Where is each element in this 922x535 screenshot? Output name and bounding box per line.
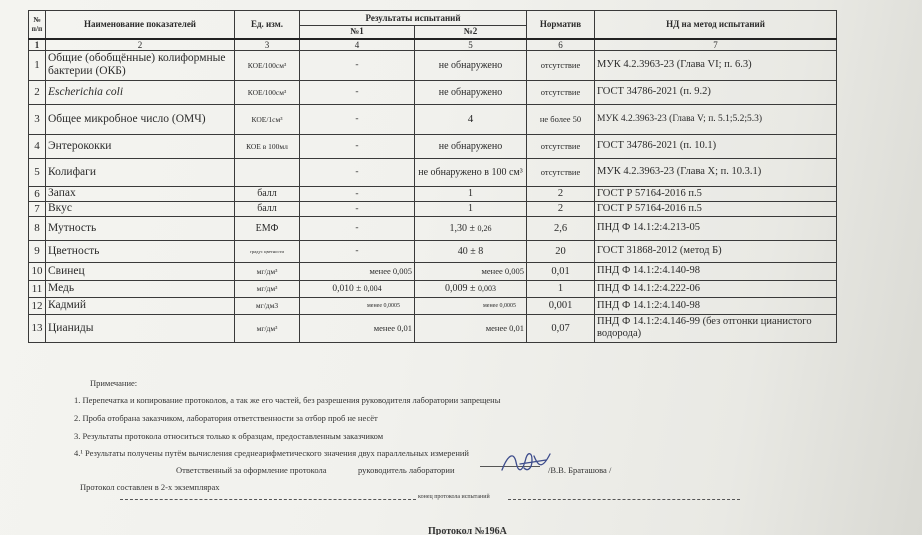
unit: балл bbox=[235, 201, 300, 216]
indicator-name: Мутность bbox=[46, 216, 235, 240]
method: ПНД Ф 14.1:2:4.222-06 bbox=[595, 280, 837, 297]
plus-minus-sign: ± bbox=[469, 222, 475, 234]
table-row bbox=[29, 280, 837, 297]
unit: мг/дм³ bbox=[235, 314, 300, 342]
row-number: 8 bbox=[29, 216, 46, 240]
norm: отсутствие bbox=[527, 50, 595, 80]
result-1-value: 0,010 bbox=[332, 283, 354, 294]
result-2-error: 0,003 bbox=[478, 284, 496, 293]
results-table bbox=[28, 10, 837, 343]
row-number: 2 bbox=[29, 80, 46, 104]
indicator-name: Медь bbox=[46, 280, 235, 297]
result-1: менее 0,0005 bbox=[300, 297, 415, 314]
column-number: 4 bbox=[300, 39, 415, 51]
table-row bbox=[29, 297, 837, 314]
norm: 2 bbox=[527, 186, 595, 201]
plus-minus-sign: ± bbox=[470, 245, 476, 257]
row-number: 11 bbox=[29, 280, 46, 297]
norm: не более 50 bbox=[527, 104, 595, 134]
norm: 2,6 bbox=[527, 216, 595, 240]
table-row bbox=[29, 314, 837, 342]
result-2: менее 0,01 bbox=[415, 314, 527, 342]
result-2 bbox=[415, 280, 527, 297]
header-r2: №2 bbox=[415, 26, 527, 39]
indicator-name: Общие (обобщённые) колиформные бактерии (ОКБ) bbox=[46, 50, 235, 80]
signature-name: /В.В. Браташова / bbox=[548, 465, 612, 475]
indicator-name: Цветность bbox=[46, 240, 235, 262]
column-number: 5 bbox=[415, 39, 527, 51]
notes-title: Примечание: bbox=[90, 378, 138, 388]
row-number: 4 bbox=[29, 134, 46, 158]
result-1: - bbox=[300, 158, 415, 186]
method: МУК 4.2.3963-23 (Глава X; п. 10.3.1) bbox=[595, 158, 837, 186]
result-2 bbox=[415, 216, 527, 240]
result-2: не обнаружено bbox=[415, 80, 527, 104]
result-2-value: 1,30 bbox=[449, 222, 467, 234]
row-number: 12 bbox=[29, 297, 46, 314]
indicator-name: Вкус bbox=[46, 201, 235, 216]
indicator-name: Запах bbox=[46, 186, 235, 201]
note-3: 3. Результаты протокола относиться только к образцам, предоставленным заказчиком bbox=[74, 431, 384, 441]
norm: отсутствие bbox=[527, 134, 595, 158]
result-2: 1 bbox=[415, 186, 527, 201]
header-norm: Норматив bbox=[527, 11, 595, 39]
column-number: 6 bbox=[527, 39, 595, 51]
row-number: 9 bbox=[29, 240, 46, 262]
method: ПНД Ф 14.1:2:4.146-99 (без отгонки цианистого водорода) bbox=[595, 314, 837, 342]
method: ГОСТ 34786-2021 (п. 9.2) bbox=[595, 80, 837, 104]
header-unit: Ед. изм. bbox=[235, 11, 300, 39]
plus-minus-sign: ± bbox=[356, 283, 362, 294]
next-protocol-number: Протокол №196А bbox=[428, 526, 507, 535]
result-1: менее 0,01 bbox=[300, 314, 415, 342]
norm: 0,001 bbox=[527, 297, 595, 314]
norm: 0,01 bbox=[527, 262, 595, 280]
row-number: 10 bbox=[29, 262, 46, 280]
table-row bbox=[29, 134, 837, 158]
result-1: - bbox=[300, 240, 415, 262]
table-row bbox=[29, 50, 837, 80]
unit bbox=[235, 158, 300, 186]
unit: КОЕ/1см³ bbox=[235, 104, 300, 134]
indicator-name: Цианиды bbox=[46, 314, 235, 342]
note-2: 2. Проба отобрана заказчиком, лаборатория ответственности за отбор проб не несёт bbox=[74, 413, 378, 423]
row-number: 13 bbox=[29, 314, 46, 342]
result-1: - bbox=[300, 201, 415, 216]
table-row bbox=[29, 201, 837, 216]
row-number: 6 bbox=[29, 186, 46, 201]
column-number: 2 bbox=[46, 39, 235, 51]
result-2: 4 bbox=[415, 104, 527, 134]
unit: мг/дм³ bbox=[235, 280, 300, 297]
method: МУК 4.2.3963-23 (Глава V; п. 5.1;5.2;5.3) bbox=[595, 104, 837, 134]
column-number: 1 bbox=[29, 39, 46, 51]
result-1: - bbox=[300, 80, 415, 104]
note-1: 1. Перепечатка и копирование протоколов, а так же его частей, без разрешения руководителя лаборатории запрещены bbox=[74, 395, 501, 405]
column-number: 7 bbox=[595, 39, 837, 51]
result-2: не обнаружено bbox=[415, 134, 527, 158]
signature-role: руководитель лаборатории bbox=[358, 465, 455, 475]
unit: КОЕ/100см³ bbox=[235, 50, 300, 80]
method: ПНД Ф 14.1:2:4.140-98 bbox=[595, 297, 837, 314]
table-row bbox=[29, 240, 837, 262]
result-2: менее 0,0005 bbox=[415, 297, 527, 314]
result-1: - bbox=[300, 134, 415, 158]
norm: 1 bbox=[527, 280, 595, 297]
result-2: не обнаружено bbox=[415, 50, 527, 80]
method: МУК 4.2.3963-23 (Глава VI; п. 6.3) bbox=[595, 50, 837, 80]
table-row bbox=[29, 80, 837, 104]
unit: КОЕ в 100мл bbox=[235, 134, 300, 158]
method: ГОСТ Р 57164-2016 п.5 bbox=[595, 186, 837, 201]
row-number: 5 bbox=[29, 158, 46, 186]
result-2-error: 8 bbox=[478, 245, 484, 257]
copies-text: Протокол составлен в 2-х экземплярах bbox=[80, 482, 220, 492]
indicator-name: Кадмий bbox=[46, 297, 235, 314]
note-4: 4.¹ Результаты получены путём вычисления среднеарифметического значения двух параллельных измерений bbox=[74, 448, 469, 458]
table-row bbox=[29, 262, 837, 280]
result-2-error: 0,26 bbox=[477, 223, 492, 233]
method: ГОСТ 31868-2012 (метод Б) bbox=[595, 240, 837, 262]
unit: ЕМФ bbox=[235, 216, 300, 240]
norm: 2 bbox=[527, 201, 595, 216]
indicator-name: Свинец bbox=[46, 262, 235, 280]
unit: градус цветности bbox=[235, 240, 300, 262]
header-r1: №1 bbox=[300, 26, 415, 39]
header-results: Результаты испытаний bbox=[300, 11, 527, 26]
row-number: 1 bbox=[29, 50, 46, 80]
header-num: № п/п bbox=[29, 11, 46, 39]
end-separator-left bbox=[120, 499, 416, 500]
row-number: 3 bbox=[29, 104, 46, 134]
plus-minus-sign: ± bbox=[470, 283, 476, 294]
result-1-error: 0,004 bbox=[363, 283, 382, 293]
handwritten-signature bbox=[498, 448, 554, 478]
result-1: - bbox=[300, 104, 415, 134]
result-2-value: 0,009 bbox=[445, 283, 468, 294]
column-number-row bbox=[29, 39, 837, 51]
table-row bbox=[29, 186, 837, 201]
end-separator-right bbox=[508, 499, 740, 500]
result-1: - bbox=[300, 216, 415, 240]
column-number: 3 bbox=[235, 39, 300, 51]
result-1 bbox=[300, 280, 415, 297]
header-name: Наименование показателей bbox=[46, 11, 235, 39]
indicator-name: Общее микробное число (ОМЧ) bbox=[46, 104, 235, 134]
unit: КОЕ/100см³ bbox=[235, 80, 300, 104]
table-row bbox=[29, 158, 837, 186]
signature-label: Ответственный за оформление протокола bbox=[176, 465, 327, 475]
result-1: - bbox=[300, 186, 415, 201]
table-row bbox=[29, 216, 837, 240]
result-2: не обнаружено в 100 см³ bbox=[415, 158, 527, 186]
method: ПНД Ф 14.1:2:4.140-98 bbox=[595, 262, 837, 280]
indicator-name: Escherichia coli bbox=[46, 80, 235, 104]
result-2-value: 40 bbox=[457, 245, 468, 257]
unit: мг/дм3 bbox=[235, 297, 300, 314]
method: ПНД Ф 14.1:2:4.213-05 bbox=[595, 216, 837, 240]
result-2: 1 bbox=[415, 201, 527, 216]
unit: балл bbox=[235, 186, 300, 201]
unit: мг/дм³ bbox=[235, 262, 300, 280]
result-1: менее 0,005 bbox=[300, 262, 415, 280]
row-number: 7 bbox=[29, 201, 46, 216]
norm: отсутствие bbox=[527, 80, 595, 104]
header-method: НД на метод испытаний bbox=[595, 11, 837, 39]
result-1: - bbox=[300, 50, 415, 80]
table-row bbox=[29, 104, 837, 134]
end-of-protocol-text: конец протокола испытаний bbox=[418, 494, 490, 500]
method: ГОСТ Р 57164-2016 п.5 bbox=[595, 201, 837, 216]
indicator-name: Энтерококки bbox=[46, 134, 235, 158]
method: ГОСТ 34786-2021 (п. 10.1) bbox=[595, 134, 837, 158]
result-2: менее 0,005 bbox=[415, 262, 527, 280]
result-2 bbox=[415, 240, 527, 262]
norm: отсутствие bbox=[527, 158, 595, 186]
indicator-name: Колифаги bbox=[46, 158, 235, 186]
norm: 0,07 bbox=[527, 314, 595, 342]
norm: 20 bbox=[527, 240, 595, 262]
